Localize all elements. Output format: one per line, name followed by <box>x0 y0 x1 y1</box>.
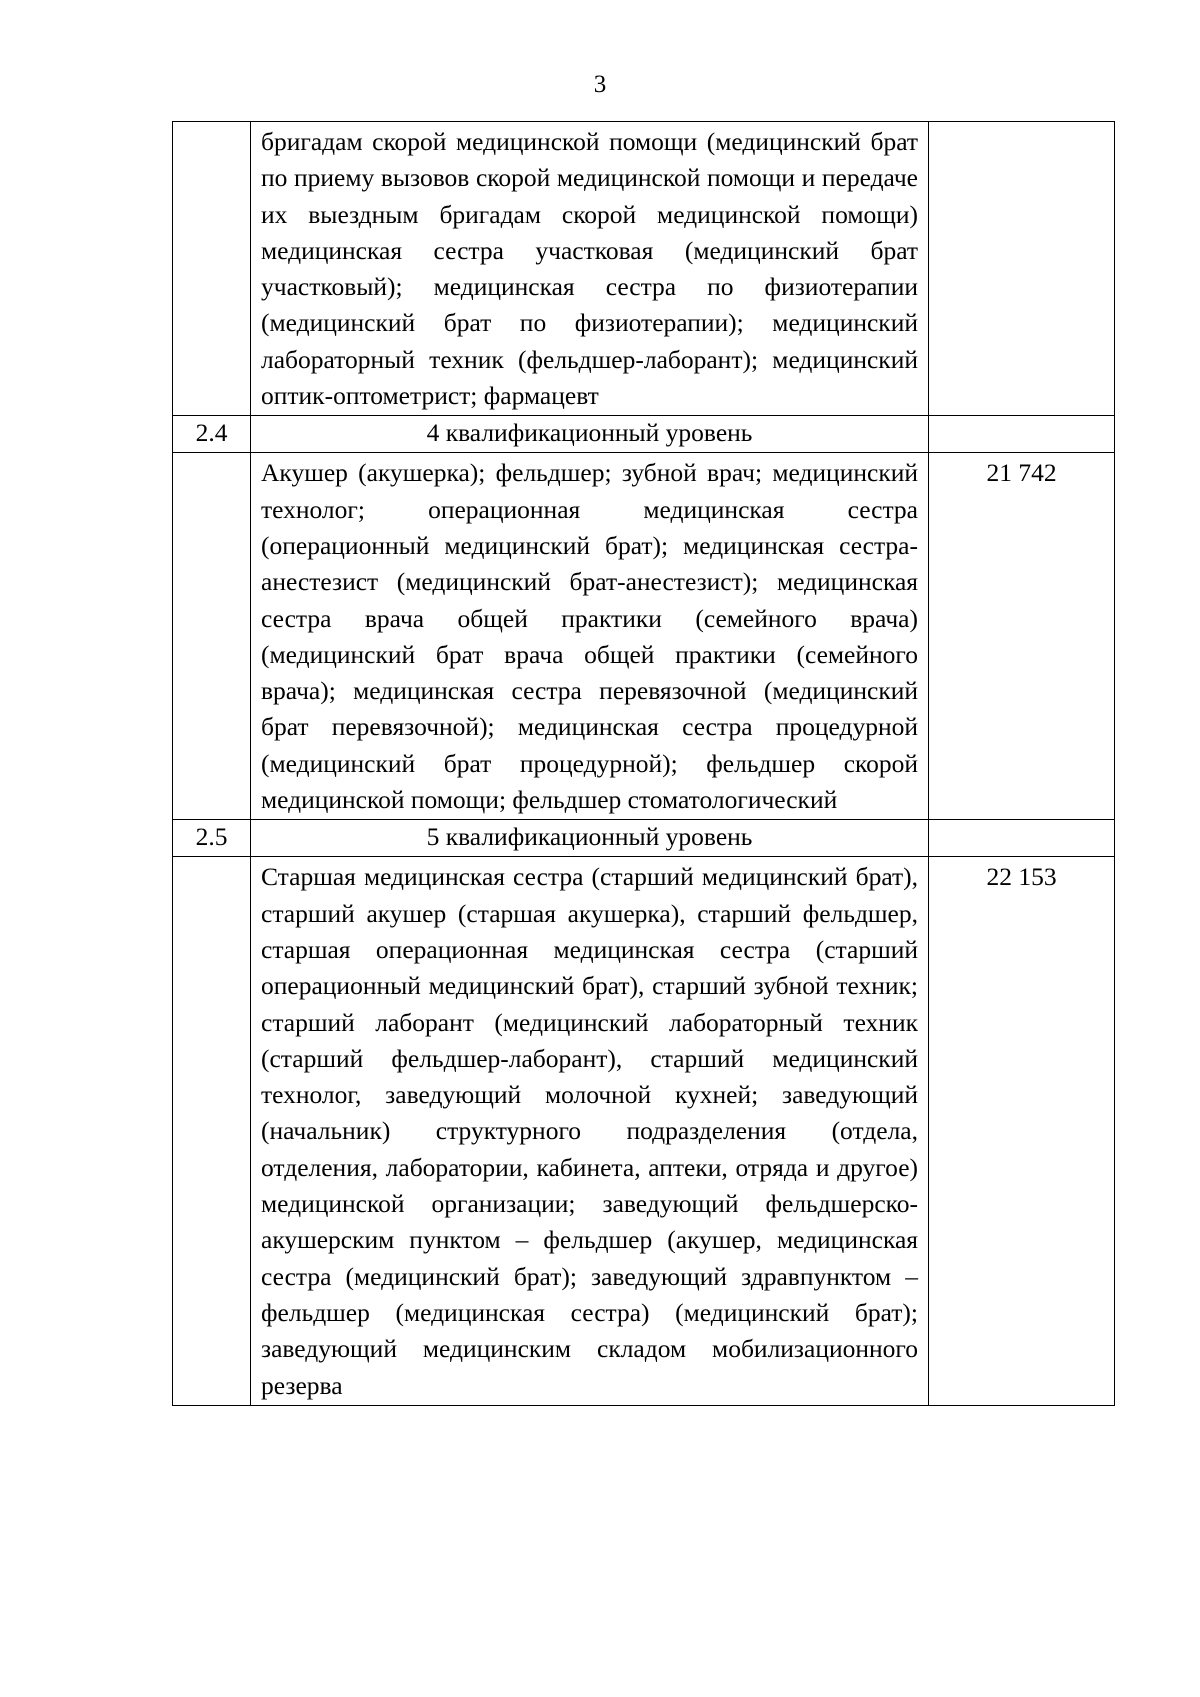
position-list-text: Старшая медицинская сестра (старший медицинский брат), старший акушер (старшая акушерка), старший фельдшер, старшая операционная медицинская сестра (старший операционный медицинский брат), старший зубной техник; старший лаборант (медицинский лабораторный техник (старший фельдшер-лаборант), старший медицинский технолог, заведующий молочной кухней; заведующий (начальник) структурного подразделения (отдела, отделения, лаборатории, кабинета, аптеки, отряда и другое) медицинской организации; заведующий фельдшерско-акушерским пунктом – фельдшер (акушер, медицинская сестра (медицинский брат); заведующий здравпунктом – фельдшер (медицинская сестра) (медицинский брат); заведующий медицинским складом мобилизационного резерва <box>261 862 918 1400</box>
qualification-level-cell <box>251 416 929 453</box>
salary-cell <box>929 122 1115 416</box>
position-list-cell <box>251 122 929 416</box>
row-number-cell: 2.5 <box>173 820 251 857</box>
salary-cell <box>929 416 1115 453</box>
table-row <box>173 453 1115 820</box>
table-row <box>173 857 1115 1405</box>
salary-value: 21 742 <box>986 458 1057 488</box>
salary-value: 22 153 <box>986 862 1057 892</box>
salary-table <box>172 121 1115 1406</box>
qualification-level-label: 4 квалификационный уровень <box>426 418 753 448</box>
qualification-level-label: 5 квалификационный уровень <box>426 822 753 852</box>
position-list-cell <box>251 857 929 1405</box>
row-number-cell: 2.4 <box>173 416 251 453</box>
table-row <box>173 820 1115 857</box>
salary-cell <box>929 453 1115 820</box>
row-number-cell <box>173 857 251 1405</box>
table-row <box>173 416 1115 453</box>
table-row <box>173 122 1115 416</box>
qualification-level-cell <box>251 820 929 857</box>
row-number-cell <box>173 122 251 416</box>
position-list-text: Акушер (акушерка); фельдшер; зубной врач; медицинский технолог; операционная медицинская сестра (операционный медицинский брат); медицинская сестра-анестезист (медицинский брат-анестезист); медицинская сестра врача общей практики (семейного врача) (медицинский брат врача общей практики (семейного врача); медицинская сестра перевязочной (медицинский брат перевязочной); медицинская сестра процедурной (медицинский брат процедурной); фельдшер скорой медицинской помощи; фельдшер стоматологический <box>261 458 918 815</box>
salary-cell <box>929 857 1115 1405</box>
salary-cell <box>929 820 1115 857</box>
page-number: 3 <box>593 71 607 98</box>
position-list-cell <box>251 453 929 820</box>
position-list-text: бригадам скорой медицинской помощи (медицинский брат по приему вызовов скорой медицинской помощи и передаче их выездным бригадам скорой медицинской помощи) медицинская сестра участковая (медицинский брат участковый); медицинская сестра по физиотерапии (медицинский брат по физиотерапии); медицинский лабораторный техник (фельдшер-лаборант); медицинский оптик-оптометрист; фармацевт <box>261 127 918 411</box>
row-number-cell <box>173 453 251 820</box>
